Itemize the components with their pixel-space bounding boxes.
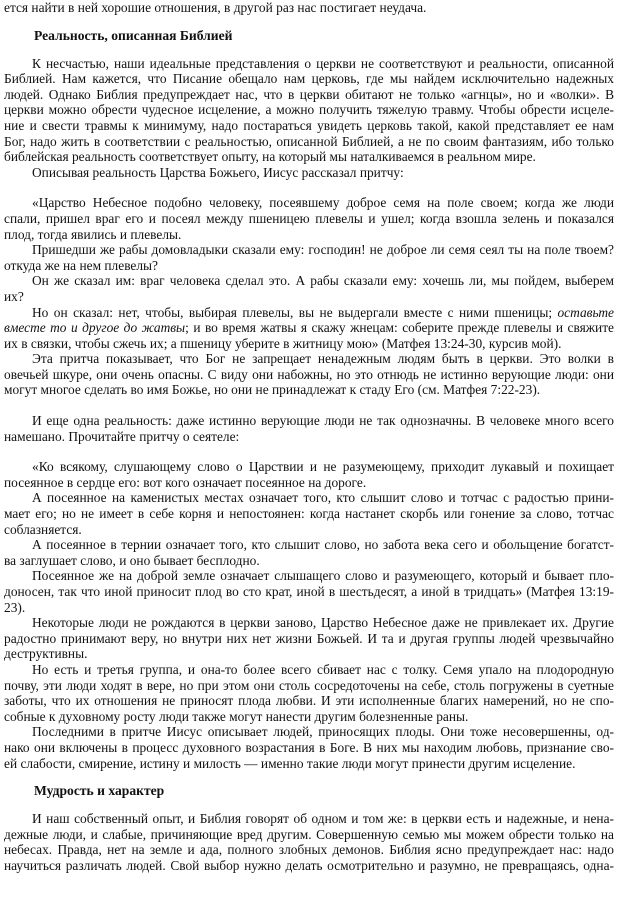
text-line: Бог, надо жить в соответствии с реальностью, описанной Библией, а не по своим фантазиям, ибо только — [4, 133, 614, 149]
text-line: людей. Однако Библия предупреждает нас, что в церкви обитают не только «агнцы», но и «волки». В — [4, 86, 614, 102]
text-line: библейская реальность соответствует опыту, на который мы наталкиваемся в реальном мире. — [4, 149, 536, 165]
text-line: овечьей шкуре, они очень опасны. С виду они набожны, но это отнюдь не истинно верующие люди: они — [4, 366, 614, 382]
text-line: намешано. Прочитайте притчу о сеятеле: — [4, 428, 240, 444]
text-line: радостно принимают веру, но внутри них нет жизни Божьей. И та и другая группы людей чрезвычайно — [4, 630, 614, 646]
section-heading: Реальность, описанная Библией — [34, 27, 233, 43]
text-line: доносен, так что иной приносит плод во сто крат, иной в шестьдесят, а иной в тридцать» (Матфея 13:19- — [4, 584, 614, 599]
text-line: дежные люди, и слабые, причиняющие вред другим. Совершенную семью мы можем обрести только на — [4, 826, 614, 842]
paragraph — [4, 662, 614, 724]
text-line: ние и свести травмы к минимуму, надо постараться увидеть церковь такой, какой представляет ее нам — [4, 117, 614, 133]
text-line: мает его; но не имеет в себе корня и непостоянен: когда настанет скорбь или гонение за слово, тотчас — [4, 506, 614, 522]
text-line: плод, тогда явились и плевелы. — [4, 226, 182, 242]
text-line: Посеянное же на доброй земле означает слышащего слово и разумеющего, который и бывает пло- — [32, 568, 614, 584]
text-line: небесах. Правда, нет на земле и ада, полного злобных демонов. Библия ясно предупреждает нас: надо — [4, 842, 614, 858]
quote-block — [4, 459, 614, 615]
paragraph — [4, 811, 614, 873]
text-line: деструктивны. — [4, 646, 88, 662]
section-heading: Мудрость и характер — [34, 783, 165, 799]
text-line: Но есть и третья группа, и она-то более всего сбивает нас с толку. Семя упало на плодородную — [32, 661, 614, 677]
text-line: собные к духовному росту люди также могут нанести другим болезненные раны. — [4, 708, 469, 724]
paragraph — [4, 724, 614, 771]
quote-block — [4, 195, 614, 351]
text-line: Последними в притче Иисус описывает людей, приносящих плоды. Они тоже несовершенны, од- — [32, 724, 614, 740]
text-line: И еще одна реальность: даже истинно верующие люди не так однозначны. В человеке много всего — [32, 413, 614, 429]
text-line: Он же сказал им: враг человека сделал это. А рабы сказали ему: хочешь ли, мы пойдем, выберем — [32, 273, 614, 289]
text-line: ей слабости, смирение, истину и милость — именно такие люди могут принести другим исцеление. — [4, 755, 576, 771]
text-line: А посеянное в тернии означает того, кто слышит слово, но забота века сего и обольщение богатст- — [32, 537, 614, 553]
text-line: К несчастью, наши идеальные представления о церкви не соответствуют и реальности, описанной — [32, 55, 614, 71]
text-line: «Царство Небесное подобно человеку, посеявшему доброе семя на поле своем; когда же люди — [32, 195, 614, 211]
text-line: Но он сказал: нет, чтобы, выбирая плевелы, вы не выдергали вместе с ними пшеницы; оставьте — [32, 304, 614, 320]
text-line: Библией. Нам кажется, что Писание обещало нам церковь, где мы найдем исключительно надежных — [4, 71, 614, 87]
text-line: ется найти в ней хорошие отношения, в другой раз нас постигает неудача. — [4, 0, 427, 15]
paragraph — [4, 56, 614, 165]
text-line: откуда же на нем плевелы? — [4, 257, 158, 273]
text-line: их в связки, чтобы сжечь их; а пшеницу уберите в житницу мою» (Матфея 13:24-30, курсив мой). — [4, 335, 562, 351]
text-line: И наш собственный опыт, и Библия говорят об одном и том же: в церкви есть и надежные, и нена- — [32, 811, 614, 827]
text-line: могут многое сделать во имя Божье, но они не принадлежат к стаду Его (см. Матфея 7:22-23). — [4, 382, 541, 398]
text-line: Некоторые люди не рождаются в церкви заново, Царство Небесное даже не привлекает их. Другие — [32, 615, 614, 631]
text-line: церкви можно обрести чудесное исцеление, а можно получить тяжелую травму. Чтобы обрести исцеле- — [4, 102, 614, 118]
text-line: Эта притча показывает, что Бог не запрещает ненадежным людям быть в церкви. Это волки в — [32, 351, 614, 367]
text-line: заботы, что их отношения не приносят плода любви. И эти исполненные благих намерений, но не спо- — [4, 693, 614, 709]
text-line: вместе то и другое до жатвы; и во время жатвы я скажу жнецам: соберите прежде плевелы и свяжите — [4, 320, 614, 336]
text-line: их? — [4, 288, 24, 304]
text-line: ва заглушает слово, и оно бывает бесплодно. — [4, 552, 260, 568]
text-line: А посеянное на каменистых местах означает того, кто слышит слово и тотчас с радостью прини- — [32, 490, 614, 506]
paragraph — [4, 351, 614, 398]
text-line: нако они включены в процесс духовного возрастания в Боге. В них мы находим любовь, признание сво- — [4, 739, 614, 755]
text-line: соблазняется. — [4, 521, 82, 537]
paragraph — [4, 615, 614, 662]
text-line: «Ко всякому, слушающему слово о Царствии и не разумеющему, приходит лукавый и похищает — [32, 459, 614, 475]
text-line: Описывая реальность Царства Божьего, Иисус рассказал притчу: — [32, 164, 404, 180]
text-line: почву, эти люди ходят в вере, но при этом они столь сосредоточены на себе, столь погружены в суетные — [4, 677, 614, 693]
text-line: спали, пришел враг его и посеял между пшеницею плевелы и ушел; когда взошла зелень и показался — [4, 210, 614, 226]
text-line: Пришедши же рабы домовладыки сказали ему: господин! не доброе ли семя сеял ты на поле твоем? — [32, 242, 614, 258]
text-line: посеянное в сердце его: вот кого означает посеянное на дороге. — [4, 474, 367, 490]
text-line: научиться различать людей. Свой выбор нужно делать осмотрительно и разумно, не превращаясь, одна- — [4, 857, 614, 873]
paragraph — [4, 413, 614, 444]
text-line: 23). — [4, 599, 26, 615]
